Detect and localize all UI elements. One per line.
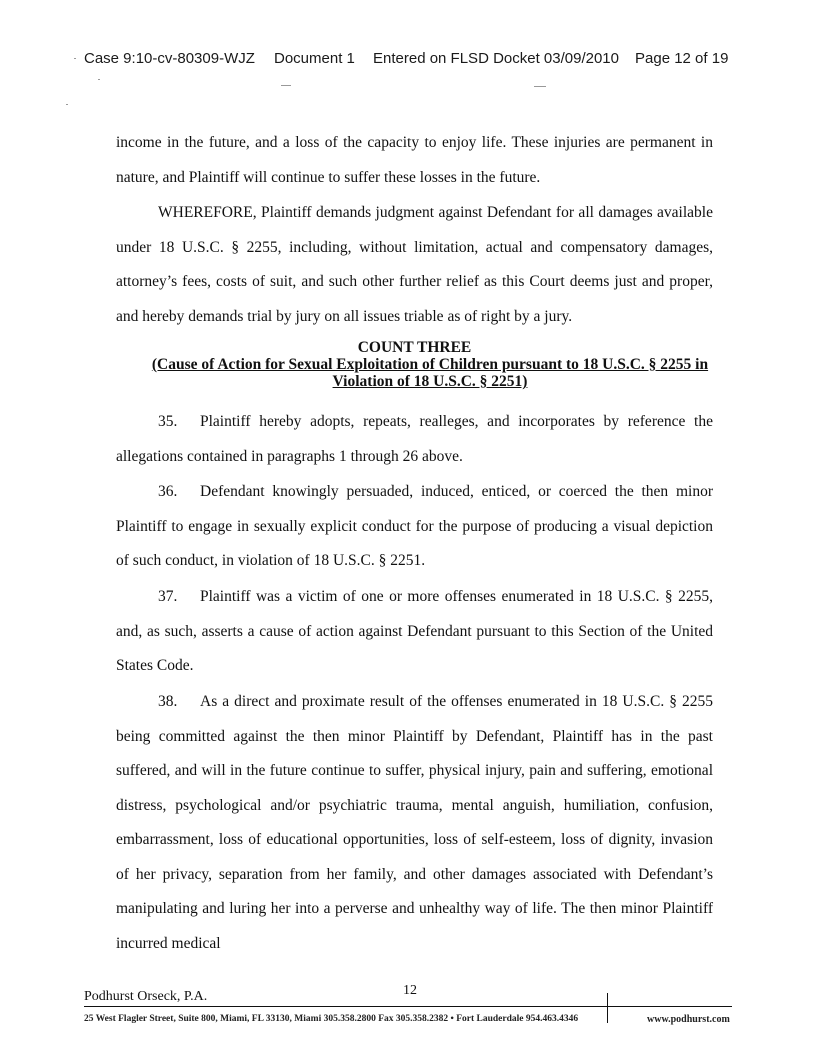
scan-speck bbox=[281, 85, 291, 86]
count-title: COUNT THREE bbox=[357, 339, 472, 356]
docket-entry: Entered on FLSD Docket 03/09/2010 bbox=[373, 50, 619, 67]
continuation-paragraph: income in the future, and a loss of the capacity to enjoy life. These injuries are permanent in nature, and Plaintiff will continue to suffer these losses in the future. bbox=[116, 134, 713, 186]
footer-page-number: 12 bbox=[403, 983, 417, 998]
count-subtitle: (Cause of Action for Sexual Exploitation of Children pursuant to 18 U.S.C. § 2255 in Violation of 18 U.S.C. § 2251) bbox=[151, 356, 709, 390]
paragraph-38 bbox=[116, 685, 713, 961]
page-of: Page 12 of 19 bbox=[635, 50, 729, 67]
paragraph-37 bbox=[116, 580, 713, 684]
footer-vertical-divider bbox=[607, 993, 608, 1023]
footer-address: 25 West Flagler Street, Suite 800, Miami, FL 33130, Miami 305.358.2800 Fax 305.358.2382 • Fort Lauderdale 954.463.4346 bbox=[84, 1014, 579, 1024]
footer-firm-name: Podhurst Orseck, P.A. bbox=[84, 989, 208, 1004]
footer-divider bbox=[84, 1006, 732, 1007]
document-number: Document 1 bbox=[274, 50, 355, 67]
paragraph-text: Plaintiff hereby adopts, repeats, realleges, and incorporates by reference the allegations contained in paragraphs 1 through 26 above. bbox=[116, 413, 713, 465]
paragraph-35 bbox=[116, 405, 713, 474]
scan-speck bbox=[74, 58, 76, 59]
paragraph-text: Plaintiff was a victim of one or more offenses enumerated in 18 U.S.C. § 2255, and, as such, asserts a cause of action against Defendant pursuant to this Section of the United States Code. bbox=[116, 588, 713, 674]
scan-speck bbox=[66, 104, 68, 105]
case-number: Case 9:10-cv-80309-WJZ bbox=[84, 50, 255, 67]
scan-speck bbox=[534, 86, 546, 87]
wherefore-paragraph: WHEREFORE, Plaintiff demands judgment against Defendant for all damages available under 18 U.S.C. § 2255, including, without limitation, actual and compensatory damages, attorney’s fees, costs of suit, and such other further relief as this Court deems just and proper, and hereby demands trial by jury on all issues triable as of right by a jury. bbox=[116, 204, 713, 325]
paragraph-number: 37. bbox=[158, 588, 178, 605]
page-header bbox=[84, 50, 744, 72]
paragraph-text: Defendant knowingly persuaded, induced, enticed, or coerced the then minor Plaintiff to engage in sexually explicit conduct for the purpose of producing a visual depiction of such conduct, in violation of 18 U.S.C. § 2251. bbox=[116, 483, 713, 569]
scan-speck bbox=[98, 79, 100, 80]
paragraph-text: As a direct and proximate result of the offenses enumerated in 18 U.S.C. § 2255 being committed against the then minor Plaintiff by Defendant, Plaintiff has in the past suffered, and will in the future continue to suffer, physical injury, pain and suffering, emotional distress, psychological and/or psychiatric trauma, mental anguish, humiliation, confusion, embarrassment, loss of educational opportunities, loss of self-esteem, loss of dignity, invasion of her privacy, separation from her family, and other damages associated with Defendant’s manipulating and luring her into a perverse and unhealthy way of life. The then minor Plaintiff incurred medical bbox=[116, 693, 713, 952]
paragraph-36 bbox=[116, 475, 713, 579]
paragraph-number: 35. bbox=[158, 413, 178, 430]
footer-website: www.podhurst.com bbox=[647, 1014, 730, 1025]
paragraph-number: 38. bbox=[158, 693, 178, 710]
paragraph-number: 36. bbox=[158, 483, 178, 500]
